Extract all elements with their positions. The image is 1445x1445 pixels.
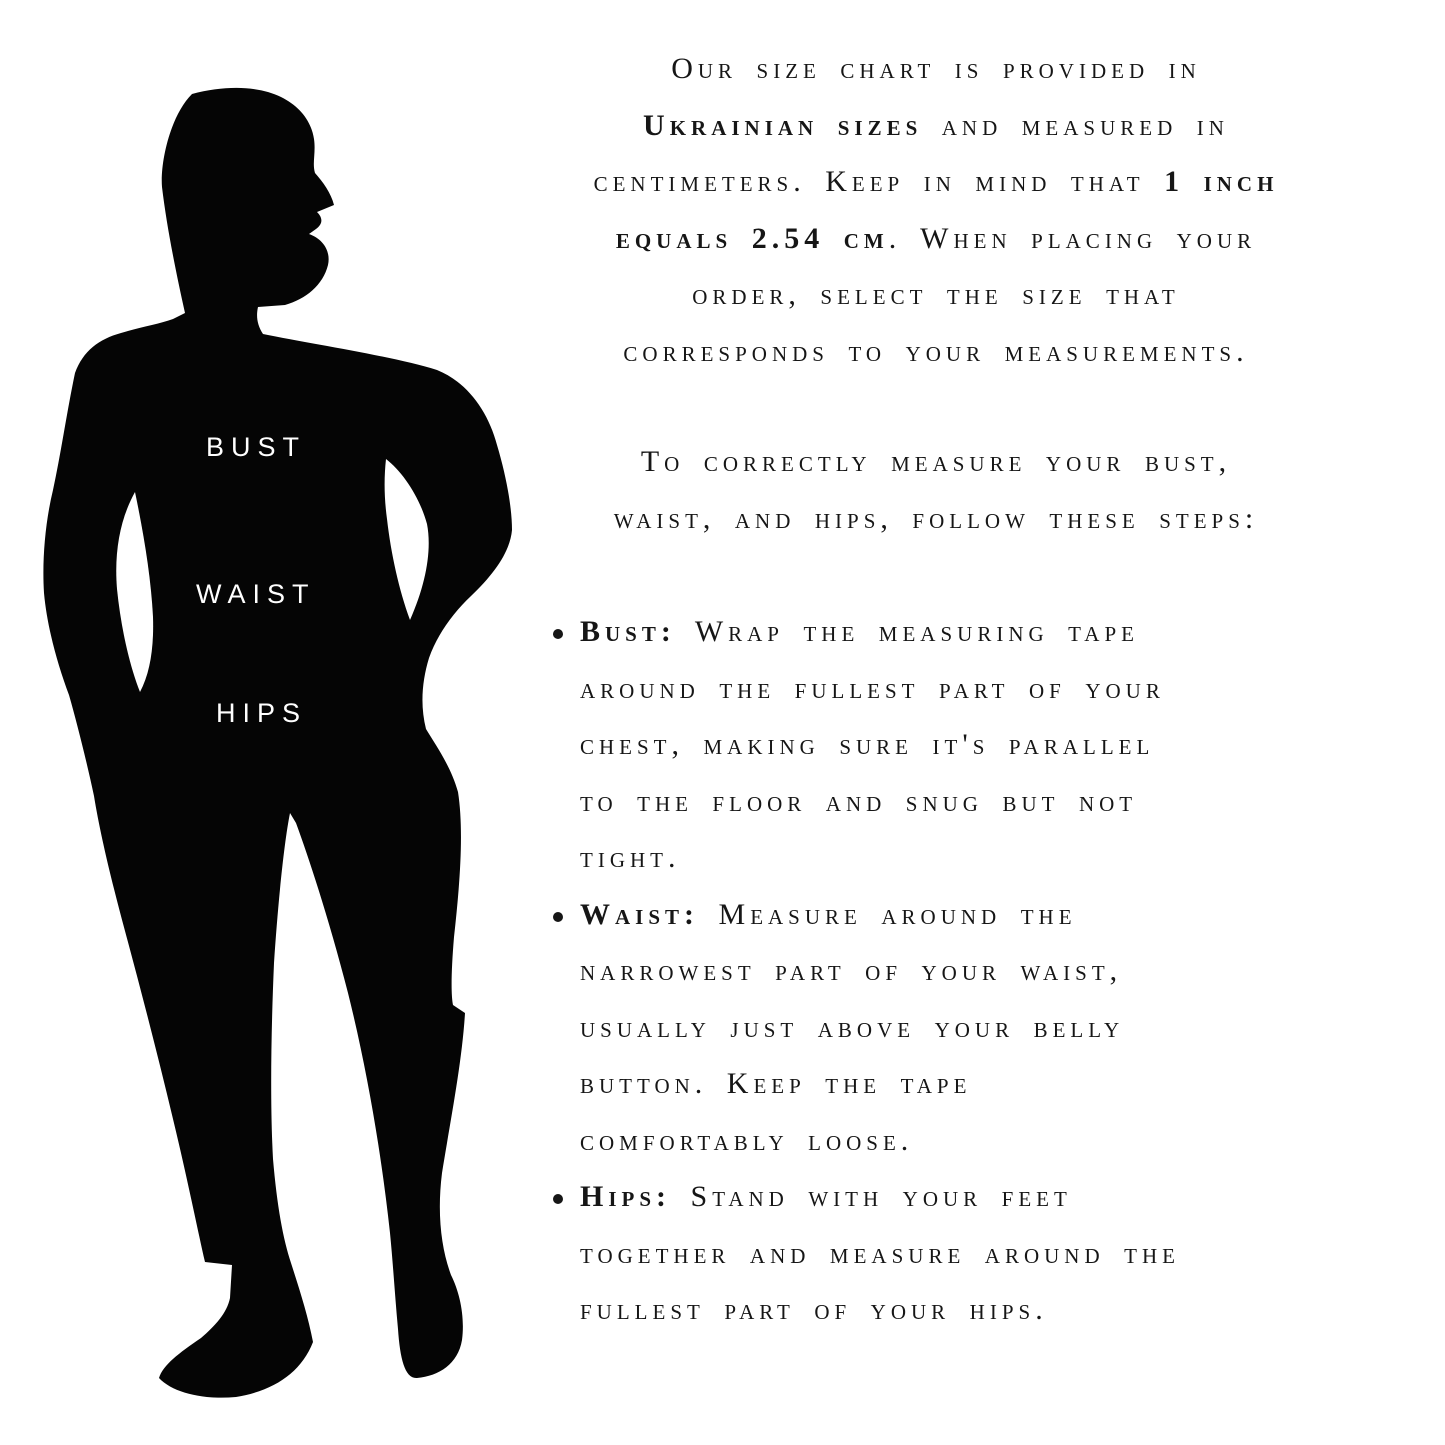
- text-line: [500, 1000, 1372, 1057]
- bullet-item: [500, 1169, 1372, 1339]
- text-segment: corresponds to your measurements.: [623, 334, 1249, 368]
- text-line: [500, 491, 1372, 548]
- text-line: [500, 1113, 1372, 1170]
- text-line: [500, 211, 1372, 268]
- instructions-column: [500, 41, 1372, 1339]
- text-segment: To correctly measure your bust,: [640, 445, 1232, 478]
- text-line: [500, 604, 1372, 661]
- text-line: [500, 154, 1372, 211]
- text-segment: comfortably loose.: [580, 1123, 914, 1157]
- hips-label: HIPS: [216, 698, 308, 728]
- text-segment: usually just above your belly: [580, 1010, 1125, 1044]
- text-line: [500, 434, 1372, 491]
- bust-label: BUST: [206, 432, 307, 462]
- text-segment: Stand with your feet: [671, 1180, 1072, 1213]
- text-line: [500, 324, 1372, 381]
- bullet-item: [500, 604, 1372, 887]
- text-segment: . When placing your: [888, 221, 1257, 255]
- bullet-dot: [553, 629, 563, 639]
- bold-text-segment: Ukrainian sizes: [643, 108, 923, 142]
- bold-text-segment: Hips:: [580, 1180, 672, 1213]
- bullet-dot: [553, 1194, 563, 1204]
- text-line: [500, 717, 1372, 774]
- measurement-steps: [500, 604, 1372, 1339]
- text-line: [500, 887, 1372, 944]
- text-line: [500, 774, 1372, 831]
- text-segment: centimeters. Keep in mind that: [593, 165, 1165, 198]
- intro-paragraph: [500, 41, 1372, 380]
- text-segment: tight.: [580, 841, 681, 874]
- measure-paragraph: [500, 434, 1372, 547]
- text-segment: Measure around the: [699, 897, 1077, 931]
- text-segment: button. Keep the tape: [580, 1067, 972, 1100]
- text-line: [500, 41, 1372, 98]
- text-segment: order, select the size that: [692, 278, 1180, 311]
- bold-text-segment: 1 inch: [1164, 165, 1279, 198]
- text-line: [500, 98, 1372, 155]
- text-line: [500, 1226, 1372, 1283]
- text-line: [500, 661, 1372, 718]
- bold-text-segment: Bust:: [580, 615, 676, 648]
- text-line: [500, 267, 1372, 324]
- text-segment: Wrap the measuring tape: [675, 615, 1139, 648]
- text-line: [500, 1056, 1372, 1113]
- text-segment: around the fullest part of your: [580, 671, 1165, 705]
- text-segment: narrowest part of your waist,: [580, 954, 1123, 987]
- text-line: [500, 1169, 1372, 1226]
- text-segment: to the floor and snug but not: [580, 784, 1138, 818]
- text-segment: and measured in: [922, 108, 1229, 142]
- bold-text-segment: equals 2.54 cm: [615, 221, 889, 255]
- waist-label: WAIST: [196, 579, 316, 609]
- text-segment: chest, making sure it's parallel: [580, 728, 1155, 761]
- text-segment: Our size chart is provided in: [671, 52, 1201, 85]
- text-line: [500, 943, 1372, 1000]
- bullet-item: [500, 887, 1372, 1170]
- text-segment: together and measure around the: [580, 1236, 1180, 1270]
- man-silhouette-body: [43, 88, 512, 1398]
- bullet-dot: [553, 912, 563, 922]
- bold-text-segment: Waist:: [580, 897, 700, 931]
- text-segment: waist, and hips, follow these steps:: [613, 501, 1259, 535]
- text-segment: fullest part of your hips.: [580, 1293, 1048, 1326]
- text-line: [500, 1282, 1372, 1339]
- text-line: [500, 830, 1372, 887]
